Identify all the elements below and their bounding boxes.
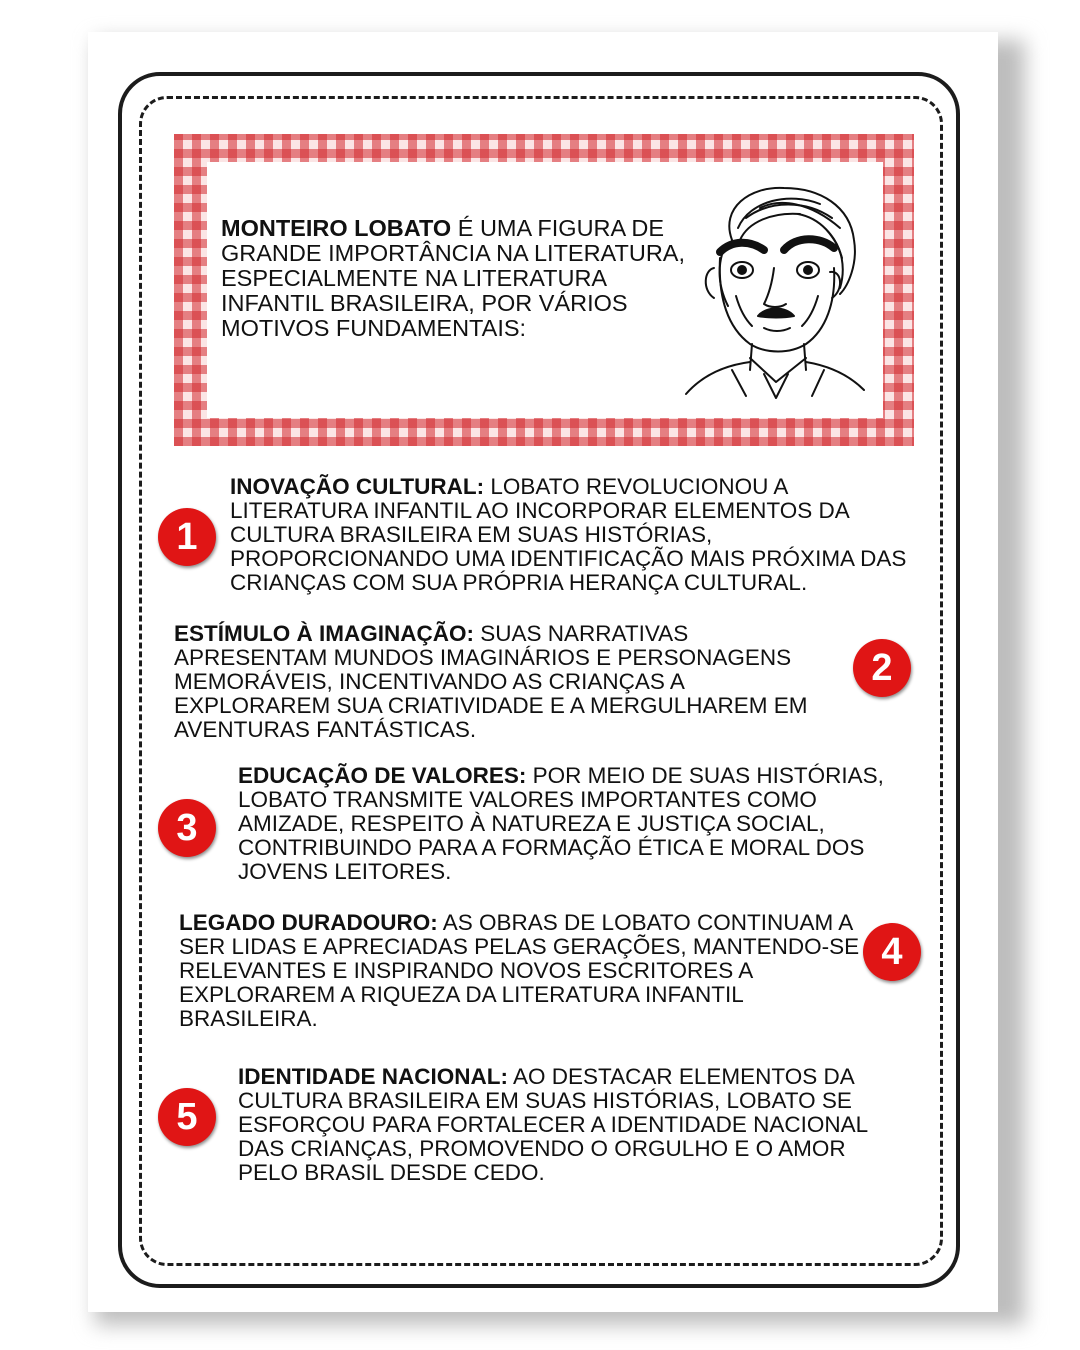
intro-text — [221, 216, 691, 341]
item-text: POR MEIO DE SUAS HISTÓRIAS, LOBATO TRANSMITE VALORES IMPORTANTES COMO AMIZADE, RESPEITO À NATUREZA E JUSTIÇA SOCIAL, CONTRIBUINDO PARA A FORMAÇÃO ÉTICA E MORAL DOS JOVENS LEITORES. — [238, 763, 884, 884]
item-heading: INOVAÇÃO CULTURAL: — [230, 474, 485, 499]
item-number-badge: 1 — [158, 508, 216, 566]
item-heading: IDENTIDADE NACIONAL: — [238, 1064, 508, 1089]
item-heading: LEGADO DURADOURO: — [179, 910, 438, 935]
intro-body: É UMA FIGURA DE GRANDE IMPORTÂNCIA NA LITERATURA, ESPECIALMENTE NA LITERATURA INFANTIL BRASILEIRA, POR VÁRIOS MOTIVOS FUNDAMENTAIS: — [221, 215, 685, 341]
monteiro-lobato-caricature-icon — [680, 178, 868, 400]
item-number-badge: 5 — [158, 1088, 216, 1146]
list-item — [238, 1065, 902, 1185]
list-item — [179, 911, 863, 1031]
item-number-badge: 4 — [863, 923, 921, 981]
item-text: AO DESTACAR ELEMENTOS DA CULTURA BRASILEIRA EM SUAS HISTÓRIAS, LOBATO SE ESFORÇOU PARA FORTALECER A IDENTIDADE NACIONAL DAS CRIANÇAS, PROMOVENDO O ORGULHO E O AMOR PELO BRASIL DESDE CEDO. — [238, 1064, 868, 1185]
item-number-badge: 3 — [158, 799, 216, 857]
list-item — [230, 475, 910, 595]
list-item — [174, 622, 842, 742]
item-text: LOBATO REVOLUCIONOU A LITERATURA INFANTIL AO INCORPORAR ELEMENTOS DA CULTURA BRASILEIRA EM SUAS HISTÓRIAS, PROPORCIONANDO UMA IDENTIFICAÇÃO MAIS PRÓXIMA DAS CRIANÇAS COM SUA PRÓPRIA HERANÇA CULTURAL. — [230, 474, 907, 595]
item-heading: EDUCAÇÃO DE VALORES: — [238, 763, 527, 788]
item-text: AS OBRAS DE LOBATO CONTINUAM A SER LIDAS E APRECIADAS PELAS GERAÇÕES, MANTENDO-SE RELEVANTES E INSPIRANDO NOVOS ESCRITORES A EXPLORAREM A RIQUEZA DA LITERATURA INFANTIL BRASILEIRA. — [179, 910, 860, 1031]
list-item — [238, 764, 910, 884]
intro-name: MONTEIRO LOBATO — [221, 215, 452, 241]
item-text: SUAS NARRATIVAS APRESENTAM MUNDOS IMAGINÁRIOS E PERSONAGENS MEMORÁVEIS, INCENTIVANDO AS CRIANÇAS A EXPLORAREM SUA CRIATIVIDADE E A MERGULHAREM EM AVENTURAS FANTÁSTICAS. — [174, 621, 808, 742]
item-heading: ESTÍMULO À IMAGINAÇÃO: — [174, 621, 474, 646]
item-number-badge: 2 — [853, 639, 911, 697]
